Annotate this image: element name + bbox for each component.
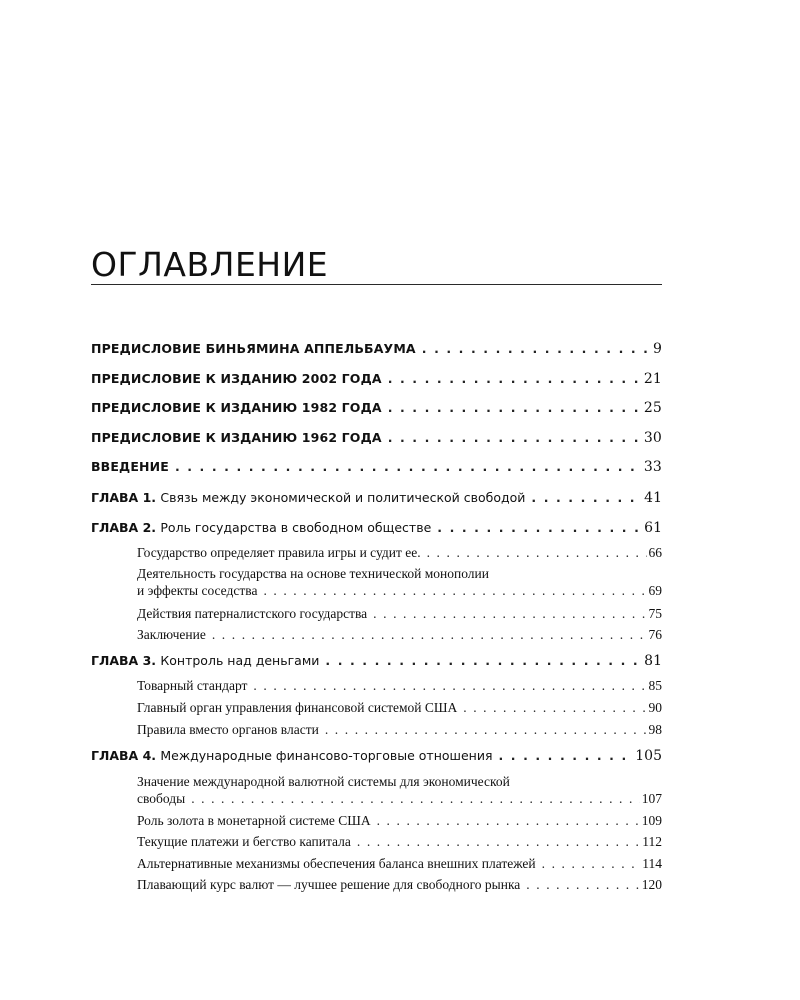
section-page: 69 [648, 583, 662, 598]
section-title: свободы [137, 791, 186, 806]
dot-leader [325, 722, 647, 738]
section-title: Заключение [137, 627, 206, 642]
chapter-label: ГЛАВА 1. [91, 490, 157, 505]
chapter-page: 41 [644, 490, 662, 506]
dot-leader [463, 700, 646, 716]
chapter-title: Роль государства в свободном обществе [160, 520, 432, 535]
toc-entry-foreword-appelbaum[interactable] [91, 341, 662, 361]
dot-leader [175, 459, 642, 474]
section-page: 85 [648, 678, 662, 693]
section-title-line2 [137, 583, 662, 601]
entry-title: ПРЕДИСЛОВИЕ К ИЗДАНИЮ 2002 ГОДА [91, 371, 382, 386]
dot-leader [427, 545, 647, 561]
entry-title: ВВЕДЕНИЕ [91, 459, 169, 474]
dot-leader [325, 653, 642, 668]
toc-section[interactable] [137, 877, 662, 895]
section-title: Главный орган управления финансовой системой США [137, 700, 458, 715]
toc-section[interactable] [137, 606, 662, 624]
dot-leader [377, 813, 640, 829]
dot-leader [253, 678, 646, 694]
dot-leader [498, 748, 633, 763]
dot-leader [191, 791, 640, 807]
chapter-label: ГЛАВА 3. [91, 653, 157, 668]
section-title: Альтернативные механизмы обеспечения баланса внешних платежей [137, 856, 536, 871]
dot-leader [373, 606, 646, 622]
chapter-page: 61 [644, 520, 662, 536]
section-page: 66 [648, 545, 662, 560]
toc-section-multiline[interactable] [137, 566, 662, 601]
chapter-title: Связь между экономической и политической свободой [160, 490, 526, 505]
chapter-page: 81 [644, 653, 662, 669]
section-title: Роль золота в монетарной системе США [137, 813, 371, 828]
toc-entry-foreword-1962[interactable] [91, 430, 662, 450]
toc-section[interactable] [137, 545, 662, 563]
dot-leader [531, 490, 642, 505]
chapter-label: ГЛАВА 4. [91, 748, 157, 763]
toc-section[interactable] [137, 722, 662, 740]
dot-leader [357, 834, 640, 850]
entry-title: ПРЕДИСЛОВИЕ БИНЬЯМИНА АППЕЛЬБАУМА [91, 341, 416, 356]
chapter-title: Международные финансово-торговые отношения [160, 748, 493, 763]
entry-page: 9 [652, 341, 662, 357]
dot-leader [542, 856, 641, 872]
section-title: Правила вместо органов власти [137, 722, 319, 737]
section-page: 114 [642, 856, 662, 871]
dot-leader [263, 583, 646, 599]
toc-chapter-3[interactable] [91, 653, 662, 673]
title-underline [91, 284, 662, 285]
dot-leader [388, 400, 642, 415]
dot-leader [437, 520, 642, 535]
toc-chapter-2[interactable] [91, 520, 662, 540]
section-title: Плавающий курс валют — лучшее решение для свободного рынка [137, 877, 521, 892]
dot-leader [388, 430, 642, 445]
section-title: Государство определяет правила игры и судит ее. [137, 545, 421, 560]
toc-section[interactable] [137, 700, 662, 718]
entry-page: 21 [643, 371, 662, 387]
section-page: 120 [641, 877, 662, 892]
entry-page: 33 [643, 459, 662, 475]
section-page: 112 [642, 834, 662, 849]
toc-chapter-4[interactable] [91, 748, 662, 768]
section-title: Товарный стандарт [137, 678, 248, 693]
toc-entry-foreword-1982[interactable] [91, 400, 662, 420]
section-page: 109 [641, 813, 662, 828]
toc-entry-foreword-2002[interactable] [91, 371, 662, 391]
section-title: Действия патерналистского государства [137, 606, 368, 621]
toc-section[interactable] [137, 813, 662, 831]
section-title: Текущие платежи и бегство капитала [137, 834, 351, 849]
dot-leader [422, 341, 651, 356]
page-title: ОГЛАВЛЕНИЕ [91, 245, 329, 284]
section-title-line1: Деятельность государства на основе технической монополии [137, 566, 489, 581]
toc-entry-introduction[interactable] [91, 459, 662, 479]
section-page: 76 [648, 627, 662, 642]
chapter-page: 105 [635, 748, 662, 764]
section-title: и эффекты соседства [137, 583, 258, 598]
toc-section[interactable] [137, 856, 662, 874]
section-page: 98 [648, 722, 662, 737]
dot-leader [212, 627, 647, 643]
section-title-line2 [137, 791, 662, 809]
entry-page: 25 [643, 400, 662, 416]
toc-section[interactable] [137, 834, 662, 852]
section-page: 75 [648, 606, 662, 621]
section-page: 107 [641, 791, 662, 806]
toc-section-multiline[interactable] [137, 774, 662, 809]
entry-title: ПРЕДИСЛОВИЕ К ИЗДАНИЮ 1982 ГОДА [91, 400, 382, 415]
dot-leader [388, 371, 642, 386]
chapter-title: Контроль над деньгами [160, 653, 320, 668]
entry-page: 30 [643, 430, 662, 446]
dot-leader [526, 877, 639, 893]
toc-section[interactable] [137, 627, 662, 645]
chapter-label: ГЛАВА 2. [91, 520, 157, 535]
toc-chapter-1[interactable] [91, 490, 662, 510]
section-title-line1: Значение международной валютной системы для экономической [137, 774, 510, 789]
entry-title: ПРЕДИСЛОВИЕ К ИЗДАНИЮ 1962 ГОДА [91, 430, 382, 445]
section-page: 90 [648, 700, 662, 715]
toc-section[interactable] [137, 678, 662, 696]
